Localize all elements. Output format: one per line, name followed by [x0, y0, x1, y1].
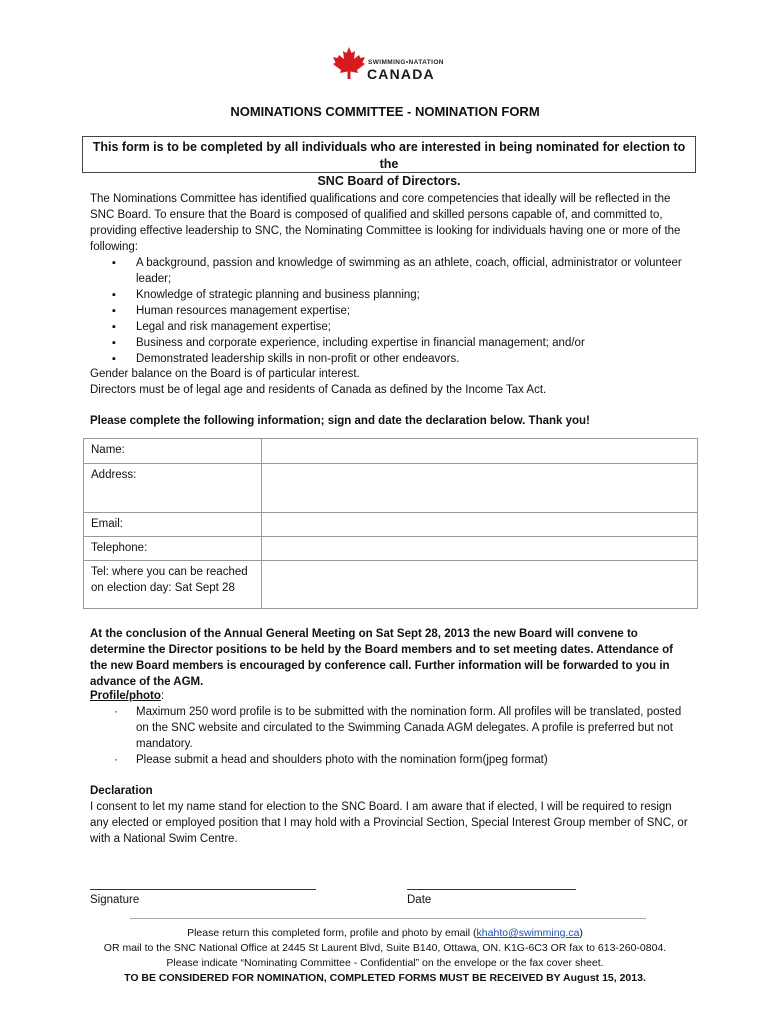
logo-top-text: SWIMMING•NATATION — [368, 59, 444, 66]
agm-note: At the conclusion of the Annual General Meeting on Sat Sept 28, 2013 the new Board will convene to determine the Director positions to be held by the Board members and to set meeting dates. Attendance of the new Board members is encouraged by conference call. Further information will be forwarded to you in advance of the AGM. — [90, 628, 673, 688]
intro-line-1: This form is to be completed by all individuals who are interested in being nominated for election to the — [92, 140, 686, 171]
table-row — [84, 537, 698, 561]
list-item: · Maximum 250 word profile is to be submitted with the nomination form. All profiles will be translated, posted on the SNC website and circulated to the Swimming Canada AGM delegates. A profile is preferred but not mandatory. — [112, 704, 692, 752]
profile-heading — [90, 688, 690, 704]
table-row — [84, 561, 698, 609]
name-input-cell[interactable] — [262, 439, 698, 464]
footer-divider — [130, 918, 646, 919]
list-item: ▪ Legal and risk management expertise; — [112, 319, 692, 335]
instructions: Please complete the following information; sign and date the declaration below. Thank you! — [90, 415, 590, 427]
footer-line-3: Please indicate “Nominating Committee - Confidential” on the envelope or the fax cover sheet. — [166, 957, 604, 969]
list-item: ▪ Human resources management expertise; — [112, 303, 692, 319]
footer-line-2: OR mail to the SNC National Office at 2445 St Laurent Blvd, Suite B140, Ottawa, ON. K1G-6C3 OR fax to 613-260-0804. — [103, 942, 667, 954]
intro-line-2: SNC Board of Directors. — [317, 174, 461, 188]
election-tel-label: Tel: where you can be reached on election day: Sat Sept 28 — [84, 561, 262, 609]
intro-box — [82, 136, 696, 188]
telephone-label: Telephone: — [84, 537, 262, 561]
snc-logo — [332, 44, 452, 84]
gender-note: Gender balance on the Board is of particular interest. — [90, 368, 360, 380]
footer-line-4: TO BE CONSIDERED FOR NOMINATION, COMPLETED FORMS MUST BE RECEIVED BY August 15, 2013. — [124, 972, 646, 984]
footer-line-1 — [0, 926, 770, 942]
profile-heading-text: Profile/photo — [90, 690, 161, 702]
page-title: NOMINATIONS COMMITTEE - NOMINATION FORM — [230, 104, 540, 119]
footer-line-1-suffix: ) — [579, 927, 583, 939]
directors-note: Directors must be of legal age and residents of Canada as defined by the Income Tax Act. — [90, 384, 547, 396]
profile-heading-colon: : — [160, 690, 165, 702]
declaration-heading: Declaration — [90, 785, 153, 797]
maple-leaf-icon — [332, 46, 366, 80]
nominee-info-table — [83, 438, 698, 609]
email-input-cell[interactable] — [262, 513, 698, 537]
signature-label: Signature — [90, 894, 140, 906]
table-row — [84, 464, 698, 513]
telephone-input-cell[interactable] — [262, 537, 698, 561]
name-label: Name: — [84, 439, 262, 464]
table-row — [84, 513, 698, 537]
election-tel-input-cell[interactable] — [262, 561, 698, 609]
date-line[interactable] — [407, 889, 576, 890]
qualifications-paragraph: The Nominations Committee has identified qualifications and core competencies that ideally will be reflected in the SNC Board. To ensure that the Board is composed of qualified and skilled persons capable of, and committed to, providing effective leadership to SNC, the Nominating Committee is looking for individuals having one or more of the following: — [90, 193, 681, 253]
list-item: · Please submit a head and shoulders photo with the nomination form(jpeg format) — [112, 752, 692, 768]
declaration-text: I consent to let my name stand for election to the SNC Board. I am aware that if elected, I will be required to resign any elected or employed position that I may hold with a Provincial Section, Special Interest Group member of SNC, or with a National Swim Centre. — [90, 801, 688, 845]
address-label: Address: — [84, 464, 262, 513]
list-item: ▪ Business and corporate experience, including expertise in financial management; and/or — [112, 335, 692, 351]
profile-list — [112, 704, 692, 768]
logo-main-text: CANADA — [367, 66, 435, 82]
list-item: ▪ Knowledge of strategic planning and business planning; — [112, 287, 692, 303]
email-link[interactable]: khahto@swimming.ca — [476, 927, 580, 939]
signature-line[interactable] — [90, 889, 316, 890]
table-row — [84, 439, 698, 464]
qualifications-list — [112, 255, 692, 367]
footer-line-1-text: Please return this completed form, profile and photo by email ( — [187, 927, 477, 939]
date-label: Date — [407, 894, 432, 906]
list-item: ▪ A background, passion and knowledge of swimming as an athlete, coach, official, administrator or volunteer leader; — [112, 255, 692, 287]
address-input-cell[interactable] — [262, 464, 698, 513]
list-item: ▪ Demonstrated leadership skills in non-profit or other endeavors. — [112, 351, 692, 367]
email-label: Email: — [84, 513, 262, 537]
